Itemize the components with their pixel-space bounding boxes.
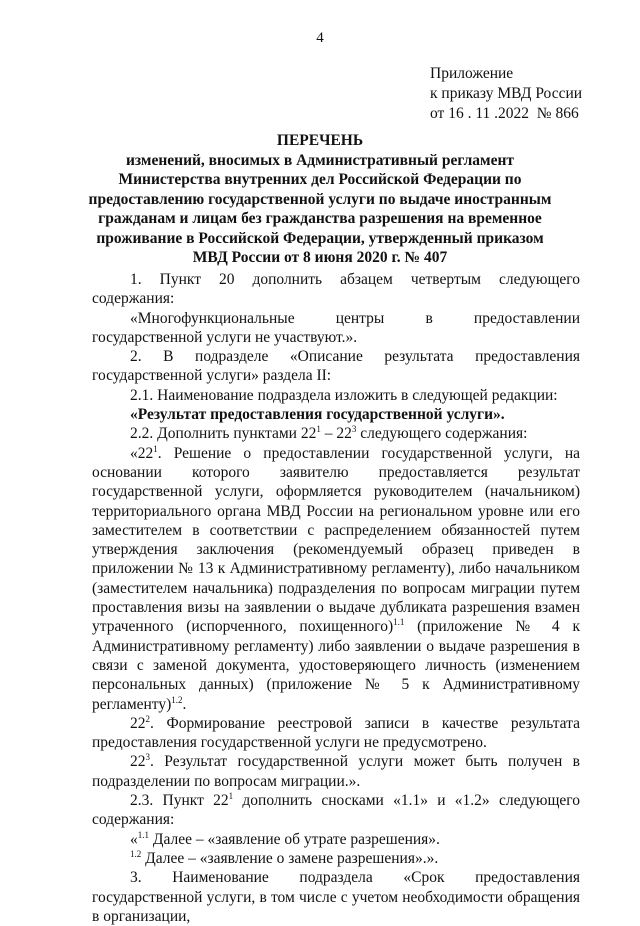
- paragraph-9: [92, 752, 580, 791]
- paragraph-13: 3. Наименование подраздела «Срок предоставления государственной услуги, в том числе с учетом необходимости обращения в организации,: [92, 869, 580, 925]
- paragraph-8-text-b: . Формирование реестровой записи в качестве результата предоставления государственной услуги не предусмотрено.: [92, 714, 580, 752]
- footnote-1-2-text: Далее – «заявление о замене разрешения».».: [141, 849, 439, 867]
- paragraph-5-bold: «Результат предоставления государственной услуги».: [130, 406, 505, 424]
- superscript: 3: [351, 424, 357, 435]
- document-heading: [80, 131, 560, 268]
- footnote-marker: 1.2: [130, 848, 142, 859]
- paragraph-5: [92, 405, 580, 424]
- footnote-ref: 1.2: [171, 694, 183, 705]
- footnote-marker: 1.1: [137, 829, 149, 840]
- paragraph-9-text-b: . Результат государственной услуги может быть получен в подразделении по вопросам миграции.».: [92, 753, 580, 790]
- paragraph-10: [92, 791, 580, 830]
- appendix-date-line: [430, 104, 582, 124]
- paragraph-6-text-a: 2.2. Дополнить пунктами 22: [130, 425, 317, 443]
- superscript: 3: [145, 752, 150, 763]
- superscript: 1: [316, 424, 321, 435]
- footnote-open-quote: «: [130, 830, 138, 848]
- appendix-date-prefix: от: [430, 105, 445, 122]
- paragraph-3: 2. В подразделе «Описание результата предоставления государственной услуги» раздела II:: [92, 348, 580, 385]
- paragraph-7-text-c: (приложение № 4 к Административному регламенту) либо заявлении о выдаче разрешения в связи с заменой документа, удостоверяющего личность (изменением персональных данных) (приложение № 5 к Административному регламенту): [92, 618, 580, 713]
- document-body: [92, 270, 580, 926]
- paragraph-2: «Многофункциональные центры в предоставлении государственной услуги не участвуют.».: [92, 309, 580, 346]
- appendix-block: [430, 64, 582, 124]
- superscript: 1: [228, 791, 234, 802]
- paragraph-7-text-b: . Решение о предоставлении государственной услуги, на основании которого заявителю предоставляется результат государственной услуги, оформляется руководителем (начальником) территориального органа МВД России на региональном уровне или его заместителем в соответствии с распределением обязанностей путем утверждения заключения (рекомендуемый образец приведен в приложении № 13 к Административному регламенту), либо начальником (заместителем начальника) подразделения по вопросам миграции путем проставления визы на заявлении о выдаче дубликата разрешения взамен утраченного (испорченного, похищенного): [92, 444, 580, 636]
- appendix-order-number: 866: [555, 105, 579, 122]
- appendix-order-reference: к приказу МВД России: [430, 85, 583, 102]
- paragraph-8-text-a: 22: [130, 714, 146, 732]
- document-title: ПЕРЕЧЕНЬ: [276, 132, 364, 149]
- footnote-1-1: [92, 830, 580, 849]
- paragraph-6-text-b: – 22: [320, 425, 352, 443]
- page-number: 4: [316, 30, 324, 46]
- appendix-title: Приложение: [430, 65, 514, 82]
- footnote-1-1-text: Далее – «заявление об утрате разрешения».: [149, 830, 440, 848]
- appendix-number-sign: №: [536, 105, 552, 122]
- appendix-date: 16 . 11 .2022: [448, 105, 530, 122]
- paragraph-10-text-b: дополнить сносками «1.1» и «1.2» следующего содержания:: [92, 792, 580, 829]
- footnote-1-2: [92, 849, 580, 868]
- paragraph-9-text-a: 22: [130, 753, 146, 771]
- footnote-ref: 1.1: [393, 617, 405, 628]
- paragraph-10-text-a: 2.3. Пункт 22: [130, 792, 229, 810]
- paragraph-1: 1. Пункт 20 дополнить абзацем четвертым следующего содержания:: [92, 271, 580, 308]
- document-subtitle: изменений, вносимых в Административный регламент Министерства внутренних дел Российской Федерации по предоставлению государственной услуги по выдаче иностранным гражданам и лицам без гражданства разрешения на временное проживание в Российской Федерации, утвержденный приказом МВД России от 8 июня 2020 г. № 407: [88, 151, 552, 266]
- paragraph-6-text-c: следующего содержания:: [356, 425, 528, 443]
- paragraph-7-text-a: «22: [130, 444, 154, 462]
- paragraph-8: [92, 714, 580, 753]
- superscript: 1: [153, 443, 158, 454]
- paragraph-7-text-d: .: [182, 695, 187, 713]
- paragraph-6: [92, 424, 580, 443]
- paragraph-4: 2.1. Наименование подраздела изложить в следующей редакции:: [130, 386, 558, 404]
- paragraph-7: [92, 444, 580, 714]
- superscript: 2: [145, 713, 150, 724]
